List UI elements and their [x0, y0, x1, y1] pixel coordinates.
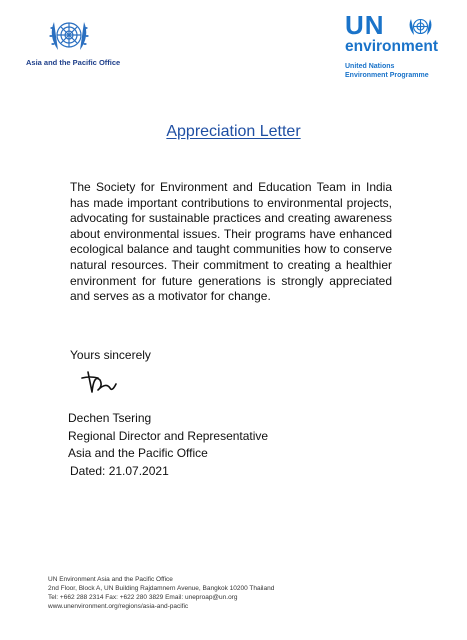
footer-line-1: UN Environment Asia and the Pacific Office [48, 576, 173, 583]
signature [78, 368, 130, 400]
closing: Yours sincerely [70, 348, 151, 362]
signer-title: Regional Director and Representative [68, 428, 269, 443]
letter-title: Appreciation Letter [166, 123, 301, 140]
office-label: Asia and the Pacific Office [26, 58, 121, 67]
unep-subtitle-line1: United Nations [345, 63, 395, 70]
footer-address [48, 575, 274, 611]
signer-office: Asia and the Pacific Office [68, 446, 208, 460]
unep-un-text: UN [345, 10, 385, 40]
footer-line-2: 2nd Floor, Block A, UN Building Rajdamnern Avenue, Bangkok 10200 Thailand [48, 585, 275, 592]
unep-subtitle-line2: Environment Programme [345, 72, 429, 79]
un-emblem-icon [44, 14, 94, 60]
letter-body: The Society for Environment and Education Team in India has made important contributions to environmental projects, advocating for sustainable practices and creating awareness about environmental issues. Their programs have enhanced ecological balance and taught communities how to conserve natural resources. Their commitment to creating a healthier environment for future generations is strongly appreciated and serves as a motivator for change. [70, 180, 392, 304]
footer-line-4: www.unenvironment.org/regions/asia-and-pacific [48, 603, 189, 610]
signer-name: Dechen Tsering [68, 411, 152, 425]
letter-date: Dated: 21.07.2021 [70, 463, 169, 478]
footer-line-3: Tel: +662 288 2314 Fax: +622 280 3829 Email: uneproap@un.org [48, 594, 238, 601]
unep-logo [345, 12, 441, 80]
unep-globe-icon [408, 14, 433, 39]
unep-environment-text: environment [345, 38, 439, 55]
signer-block [68, 410, 268, 480]
